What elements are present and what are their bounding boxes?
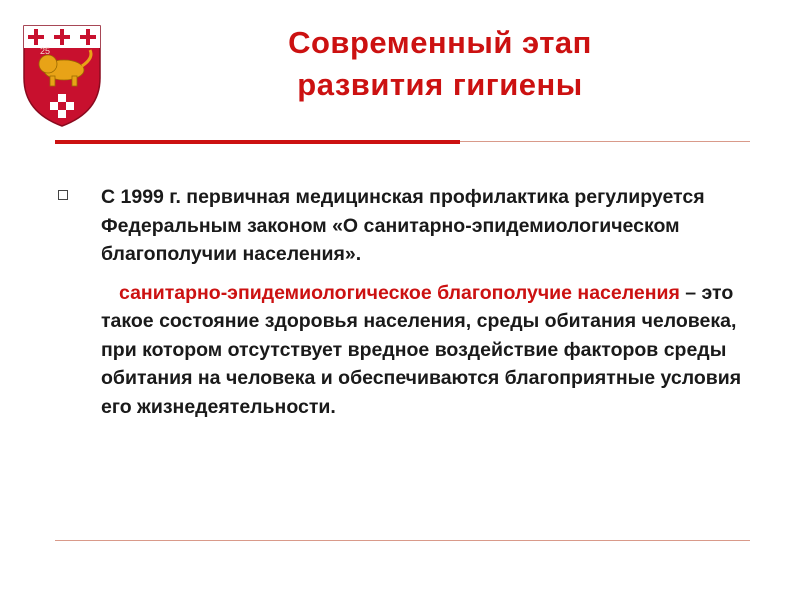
slide-title	[200, 22, 680, 106]
slide-body	[101, 183, 751, 421]
definition-paragraph	[101, 279, 751, 422]
slide-number: 25	[40, 46, 51, 56]
title-line-1: Современный этап	[288, 25, 592, 60]
footer-divider	[55, 540, 750, 541]
coat-of-arms-icon	[18, 20, 106, 130]
title-divider-thin	[460, 141, 750, 142]
definition-term: санитарно-эпидемиологическое благополучие населения	[119, 281, 680, 304]
title-divider-thick	[55, 140, 460, 144]
definition-body: – это такое состояние здоровья населения, среды обитания человека, при котором отсутствует вредное воздействие факторов среды обитания на человека и обеспечиваются благоприятные условия его жизнедеятельности.	[101, 281, 742, 418]
square-bullet-icon	[58, 190, 68, 200]
paragraph-law: С 1999 г. первичная медицинская профилактика регулируется Федеральным законом «О санитарно-эпидемиологическом благополучии населения».	[101, 186, 705, 265]
title-line-2: развития гигиены	[297, 67, 583, 102]
